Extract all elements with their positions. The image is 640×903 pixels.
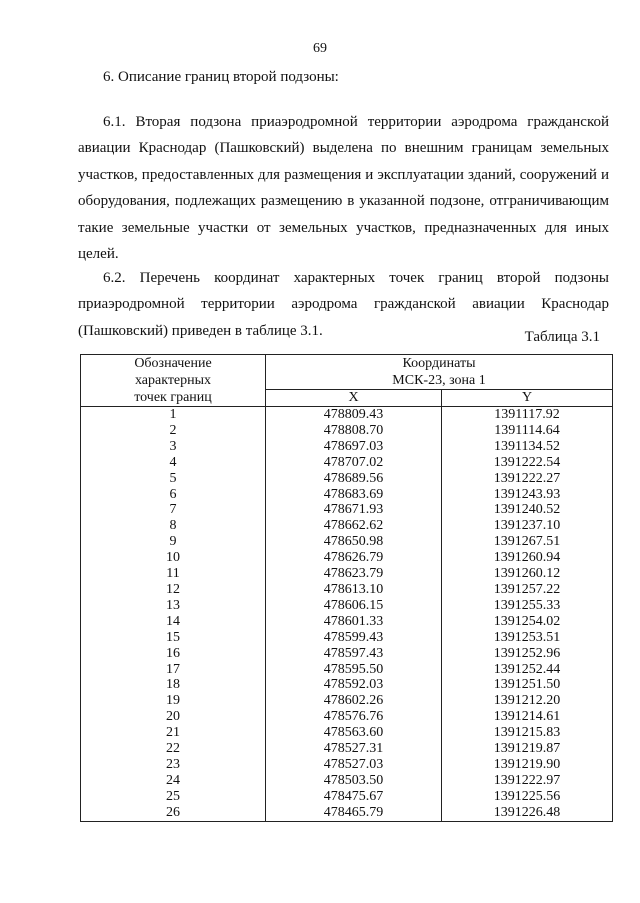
x-coordinate-cell: 478623.79 xyxy=(266,566,442,582)
table-row xyxy=(81,423,613,439)
x-coordinate-cell: 478606.15 xyxy=(266,598,442,614)
point-number-cell: 18 xyxy=(81,677,266,693)
y-coordinate-cell: 1391260.12 xyxy=(442,566,613,582)
point-number-cell: 3 xyxy=(81,439,266,455)
x-coordinate-cell: 478602.26 xyxy=(266,693,442,709)
y-coordinate-cell: 1391257.22 xyxy=(442,582,613,598)
y-coordinate-cell: 1391226.48 xyxy=(442,805,613,821)
y-coordinate-cell: 1391255.33 xyxy=(442,598,613,614)
y-coordinate-cell: 1391222.27 xyxy=(442,471,613,487)
y-coordinate-cell: 1391219.90 xyxy=(442,757,613,773)
x-coordinate-cell: 478613.10 xyxy=(266,582,442,598)
point-number-cell: 16 xyxy=(81,646,266,662)
table-row xyxy=(81,693,613,709)
table-row xyxy=(81,598,613,614)
table-row xyxy=(81,455,613,471)
x-coordinate-cell: 478503.50 xyxy=(266,773,442,789)
point-number-cell: 24 xyxy=(81,773,266,789)
y-coordinate-cell: 1391237.10 xyxy=(442,518,613,534)
table-row xyxy=(81,407,613,423)
x-coordinate-cell: 478475.67 xyxy=(266,789,442,805)
header-coordinates: Координаты МСК-23, зона 1 xyxy=(266,355,613,390)
point-number-cell: 26 xyxy=(81,805,266,821)
y-coordinate-cell: 1391254.02 xyxy=(442,614,613,630)
table-row xyxy=(81,709,613,725)
y-coordinate-cell: 1391222.97 xyxy=(442,773,613,789)
table-row xyxy=(81,534,613,550)
point-number-cell: 23 xyxy=(81,757,266,773)
table-row xyxy=(81,439,613,455)
y-coordinate-cell: 1391260.94 xyxy=(442,550,613,566)
coordinates-table xyxy=(80,354,613,822)
point-number-cell: 8 xyxy=(81,518,266,534)
table-row xyxy=(81,566,613,582)
point-number-cell: 5 xyxy=(81,471,266,487)
x-coordinate-cell: 478595.50 xyxy=(266,662,442,678)
table-row xyxy=(81,805,613,821)
table-row xyxy=(81,471,613,487)
x-coordinate-cell: 478527.03 xyxy=(266,757,442,773)
point-number-cell: 15 xyxy=(81,630,266,646)
point-number-cell: 4 xyxy=(81,455,266,471)
header-points: Обозначение характерных точек границ xyxy=(81,355,266,407)
point-number-cell: 14 xyxy=(81,614,266,630)
y-coordinate-cell: 1391134.52 xyxy=(442,439,613,455)
x-coordinate-cell: 478808.70 xyxy=(266,423,442,439)
point-number-cell: 2 xyxy=(81,423,266,439)
x-coordinate-cell: 478592.03 xyxy=(266,677,442,693)
x-coordinate-cell: 478527.31 xyxy=(266,741,442,757)
coordinates-table-body xyxy=(81,407,613,822)
table-row xyxy=(81,677,613,693)
table-row xyxy=(81,773,613,789)
y-coordinate-cell: 1391212.20 xyxy=(442,693,613,709)
point-number-cell: 7 xyxy=(81,502,266,518)
y-coordinate-cell: 1391225.56 xyxy=(442,789,613,805)
section-heading: 6. Описание границ второй подзоны: xyxy=(103,69,339,85)
table-row xyxy=(81,518,613,534)
y-coordinate-cell: 1391243.93 xyxy=(442,487,613,503)
point-number-cell: 21 xyxy=(81,725,266,741)
table-row xyxy=(81,550,613,566)
point-number-cell: 12 xyxy=(81,582,266,598)
y-coordinate-cell: 1391252.96 xyxy=(442,646,613,662)
point-number-cell: 13 xyxy=(81,598,266,614)
point-number-cell: 10 xyxy=(81,550,266,566)
x-coordinate-cell: 478599.43 xyxy=(266,630,442,646)
paragraph-6-1: 6.1. Вторая подзона приаэродромной территории аэродрома гражданской авиации Краснодар (Пашковский) выделена по внешним границам земельных участков, предоставленных для размещения и эксплуатации зданий, сооружений и оборудования, подлежащих размещению в указанной подзоне, отграничивающим такие земельные участки от земельных участков, предназначенных для иных целей. xyxy=(78,114,609,263)
point-number-cell: 9 xyxy=(81,534,266,550)
y-coordinate-cell: 1391114.64 xyxy=(442,423,613,439)
table-row xyxy=(81,502,613,518)
table-row xyxy=(81,757,613,773)
x-coordinate-cell: 478465.79 xyxy=(266,805,442,821)
header-x: X xyxy=(266,390,442,407)
x-coordinate-cell: 478683.69 xyxy=(266,487,442,503)
table-caption: Таблица 3.1 xyxy=(524,329,600,345)
table-row xyxy=(81,630,613,646)
point-number-cell: 22 xyxy=(81,741,266,757)
y-coordinate-cell: 1391267.51 xyxy=(442,534,613,550)
table-row xyxy=(81,646,613,662)
header-y: Y xyxy=(442,390,613,407)
x-coordinate-cell: 478576.76 xyxy=(266,709,442,725)
x-coordinate-cell: 478689.56 xyxy=(266,471,442,487)
table-row xyxy=(81,789,613,805)
x-coordinate-cell: 478597.43 xyxy=(266,646,442,662)
point-number-cell: 25 xyxy=(81,789,266,805)
y-coordinate-cell: 1391214.61 xyxy=(442,709,613,725)
x-coordinate-cell: 478626.79 xyxy=(266,550,442,566)
point-number-cell: 6 xyxy=(81,487,266,503)
table-row xyxy=(81,662,613,678)
table-row xyxy=(81,725,613,741)
x-coordinate-cell: 478563.60 xyxy=(266,725,442,741)
y-coordinate-cell: 1391240.52 xyxy=(442,502,613,518)
point-number-cell: 20 xyxy=(81,709,266,725)
y-coordinate-cell: 1391117.92 xyxy=(442,407,613,423)
x-coordinate-cell: 478650.98 xyxy=(266,534,442,550)
y-coordinate-cell: 1391219.87 xyxy=(442,741,613,757)
x-coordinate-cell: 478601.33 xyxy=(266,614,442,630)
y-coordinate-cell: 1391251.50 xyxy=(442,677,613,693)
point-number-cell: 19 xyxy=(81,693,266,709)
table-row xyxy=(81,487,613,503)
x-coordinate-cell: 478662.62 xyxy=(266,518,442,534)
x-coordinate-cell: 478707.02 xyxy=(266,455,442,471)
point-number-cell: 1 xyxy=(81,407,266,423)
y-coordinate-cell: 1391252.44 xyxy=(442,662,613,678)
table-row xyxy=(81,582,613,598)
point-number-cell: 11 xyxy=(81,566,266,582)
x-coordinate-cell: 478809.43 xyxy=(266,407,442,423)
y-coordinate-cell: 1391215.83 xyxy=(442,725,613,741)
table-row xyxy=(81,614,613,630)
table-row xyxy=(81,741,613,757)
y-coordinate-cell: 1391222.54 xyxy=(442,455,613,471)
paragraph-6-2: 6.2. Перечень координат характерных точек границ второй подзоны приаэродромной территории аэродрома гражданской авиации Краснодар (Пашковский) приведен в таблице 3.1. xyxy=(78,270,609,339)
y-coordinate-cell: 1391253.51 xyxy=(442,630,613,646)
point-number-cell: 17 xyxy=(81,662,266,678)
page-number: 69 xyxy=(313,41,327,56)
x-coordinate-cell: 478671.93 xyxy=(266,502,442,518)
x-coordinate-cell: 478697.03 xyxy=(266,439,442,455)
